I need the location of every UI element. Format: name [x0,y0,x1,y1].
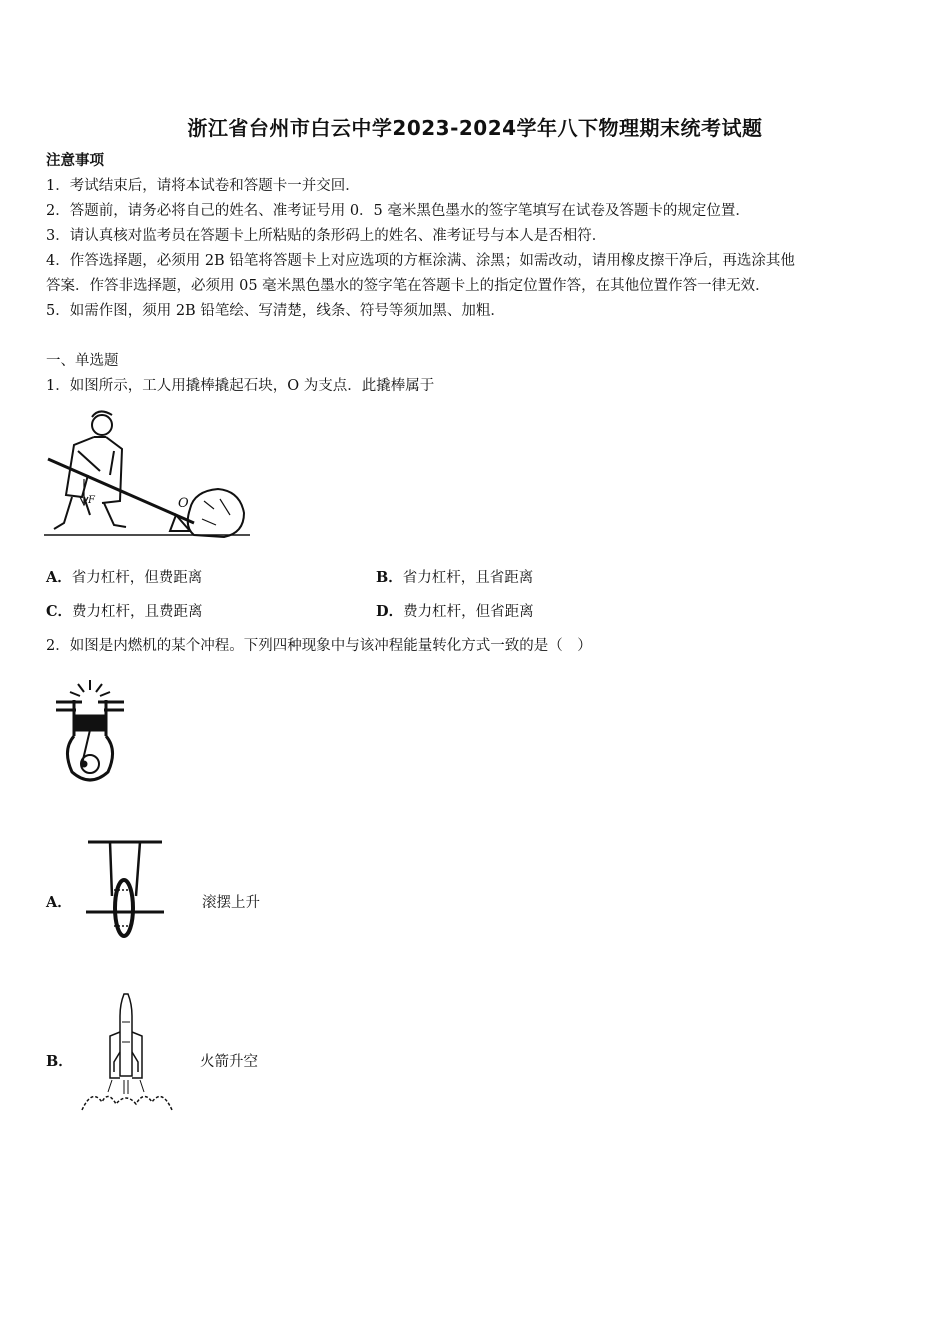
q1-option-c[interactable] [46,602,203,622]
q1-option-b-text: 省力杠杆，且省距离 [402,570,534,586]
q1-option-a-text: 省力杠杆，但费距离 [71,570,203,586]
q2-option-a-letter: A． [46,894,72,911]
rocket-icon [78,992,176,1114]
notice-item-5: 5．如需作图，须用 2B 铅笔绘、写清楚，线条、符号等须加黑、加粗． [46,303,505,319]
q1-option-a[interactable] [46,568,202,588]
q1-option-d-letter: D． [376,603,404,620]
notice-item-1: 1．考试结束后，请将本试卷和答题卡一并交回． [46,178,360,194]
q1-option-b[interactable] [376,568,533,588]
label-f: F [88,495,95,506]
q2-stem: 2．如图是内燃机的某个冲程。下列四种现象中与该冲程能量转化方式一致的是（ ） [46,638,592,654]
engine-stroke-figure [52,680,128,784]
notice-item-3: 3．请认真核对监考员在答题卡上所粘贴的条形码上的姓名、准考证号与本人是否相符． [46,228,607,244]
q1-stem: 1．如图所示，工人用撬棒撬起石块，O 为支点．此撬棒属于 [46,378,435,394]
section-heading: 一、单选题 [46,353,119,369]
label-o: O [178,496,189,511]
q1-option-b-letter: B． [376,569,403,586]
q2-option-b-letter: B． [46,1053,73,1070]
q1-option-a-letter: A． [46,569,72,586]
crowbar-figure [44,405,250,541]
notice-item-4-cont: 答案．作答非选择题，必须用 05 毫米黑色墨水的签字笔在答题卡上的指定位置作答，在其他位置作答一律无效． [46,278,770,294]
q1-option-d[interactable] [376,602,534,622]
notice-heading: 注意事项 [46,152,104,169]
notice-item-4: 4．作答选择题，必须用 2B 铅笔将答题卡上对应选项的方框涂满、涂黑；如需改动，请用橡皮擦干净后，再选涂其他 [46,253,795,269]
rolling-pendulum-icon [84,840,166,944]
q1-option-c-letter: C． [46,603,73,620]
notice-item-2: 2．答题前，请务必将自己的姓名、准考证号用 0．5 毫米黑色墨水的签字笔填写在试卷及答题卡的规定位置． [46,203,750,219]
q1-option-c-text: 费力杠杆，且费距离 [72,604,203,620]
rock [188,489,244,537]
q2-option-b-text[interactable]: 火箭升空 [200,1054,258,1070]
q1-option-d-text: 费力杠杆，但省距离 [403,604,534,620]
page-title: 浙江省台州市白云中学2023-2024学年八下物理期末统考试题 [187,116,763,140]
q2-option-a-text[interactable]: 滚摆上升 [202,895,260,911]
worker-head [92,415,112,435]
